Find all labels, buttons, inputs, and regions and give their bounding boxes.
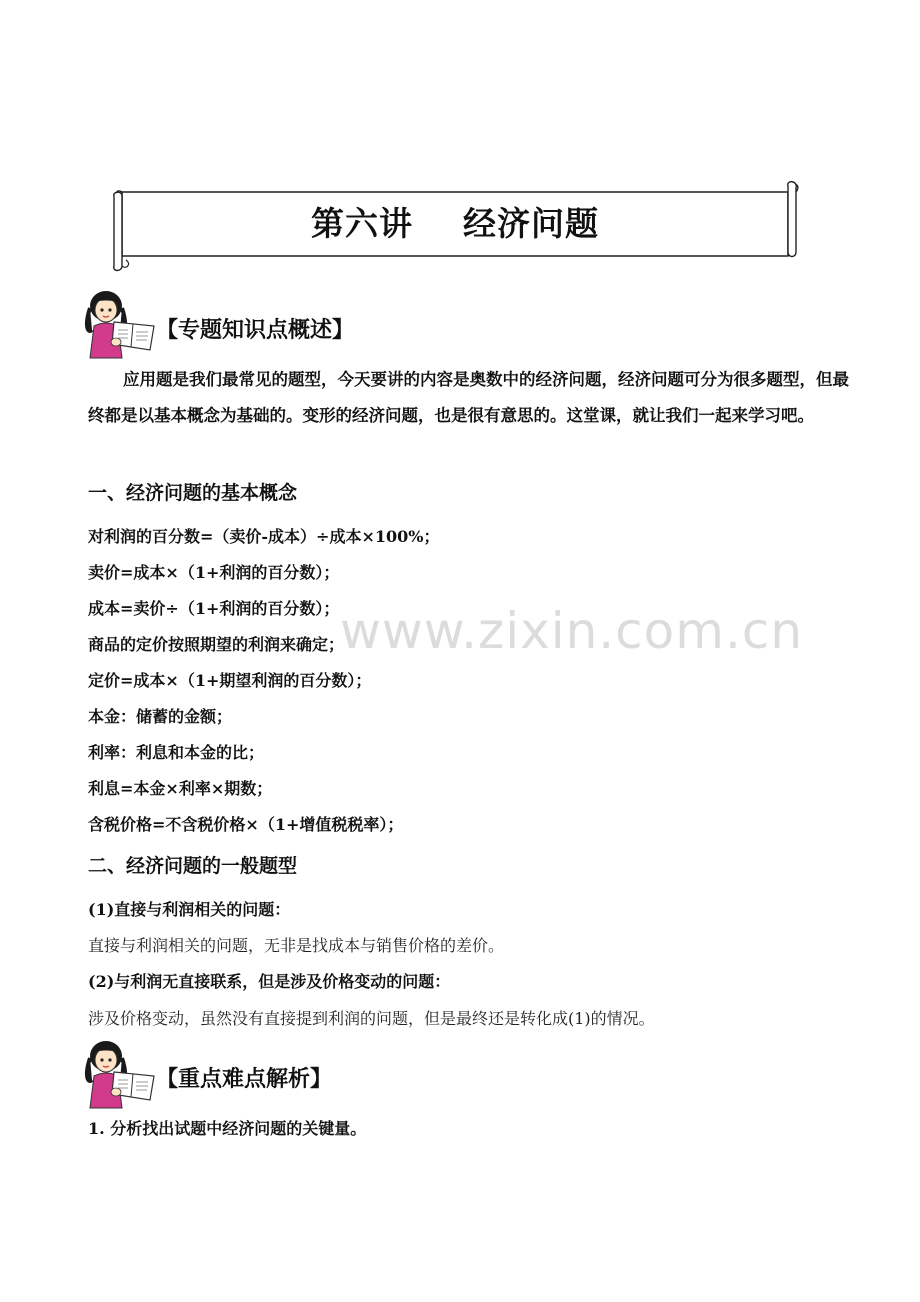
type2-title: (2)与利润无直接联系，但是涉及价格变动的问题：: [88, 972, 451, 991]
formula-line: 定价=成本×（1+期望利润的百分数）；: [88, 671, 372, 690]
section-heading-keypoints: 【重点难点解析】: [156, 1066, 333, 1092]
formula-line: 成本=卖价÷（1+利润的百分数）；: [88, 599, 340, 618]
page-title: 第六讲 经济问题: [311, 204, 599, 243]
intro-paragraph: [88, 362, 858, 434]
formula-line: 对利润的百分数=（卖价-成本）÷成本×100%；: [88, 527, 440, 546]
keypoint-item: 1. 分析找出试题中经济问题的关键量。: [88, 1119, 367, 1138]
girl-reading-icon: [78, 1036, 162, 1110]
formula-line: 利息=本金×利率×期数；: [88, 779, 273, 798]
formula-line: 商品的定价按照期望的利润来确定；: [88, 635, 345, 654]
type2-text: 涉及价格变动，虽然没有直接提到利润的问题，但是最终还是转化成(1)的情况。: [88, 1009, 655, 1028]
heading-basic-concepts: 一、经济问题的基本概念: [88, 482, 298, 504]
watermark: www.zixin.com.cn: [340, 602, 804, 660]
formula-line: 利率：利息和本金的比；: [88, 743, 265, 762]
type1-text: 直接与利润相关的问题，无非是找成本与销售价格的差价。: [88, 936, 505, 955]
heading-general-types: 二、经济问题的一般题型: [88, 855, 298, 877]
formula-line: 本金：储蓄的金额；: [88, 707, 233, 726]
formula-line: 卖价=成本×（1+利润的百分数）；: [88, 563, 340, 582]
type1-title: (1)直接与利润相关的问题：: [88, 900, 291, 919]
girl-reading-icon: [78, 286, 162, 360]
section-heading-overview: 【专题知识点概述】: [156, 317, 355, 343]
formula-line: 含税价格=不含税价格×（1+增值税税率）；: [88, 815, 404, 834]
intro-text: 应用题是我们最常见的题型，今天要讲的内容是奥数中的经济问题，经济问题可分为很多题型，但最终都是以基本概念为基础的。变形的经济问题，也是很有意思的。这堂课，就让我们一起来学习吧。: [88, 370, 849, 425]
